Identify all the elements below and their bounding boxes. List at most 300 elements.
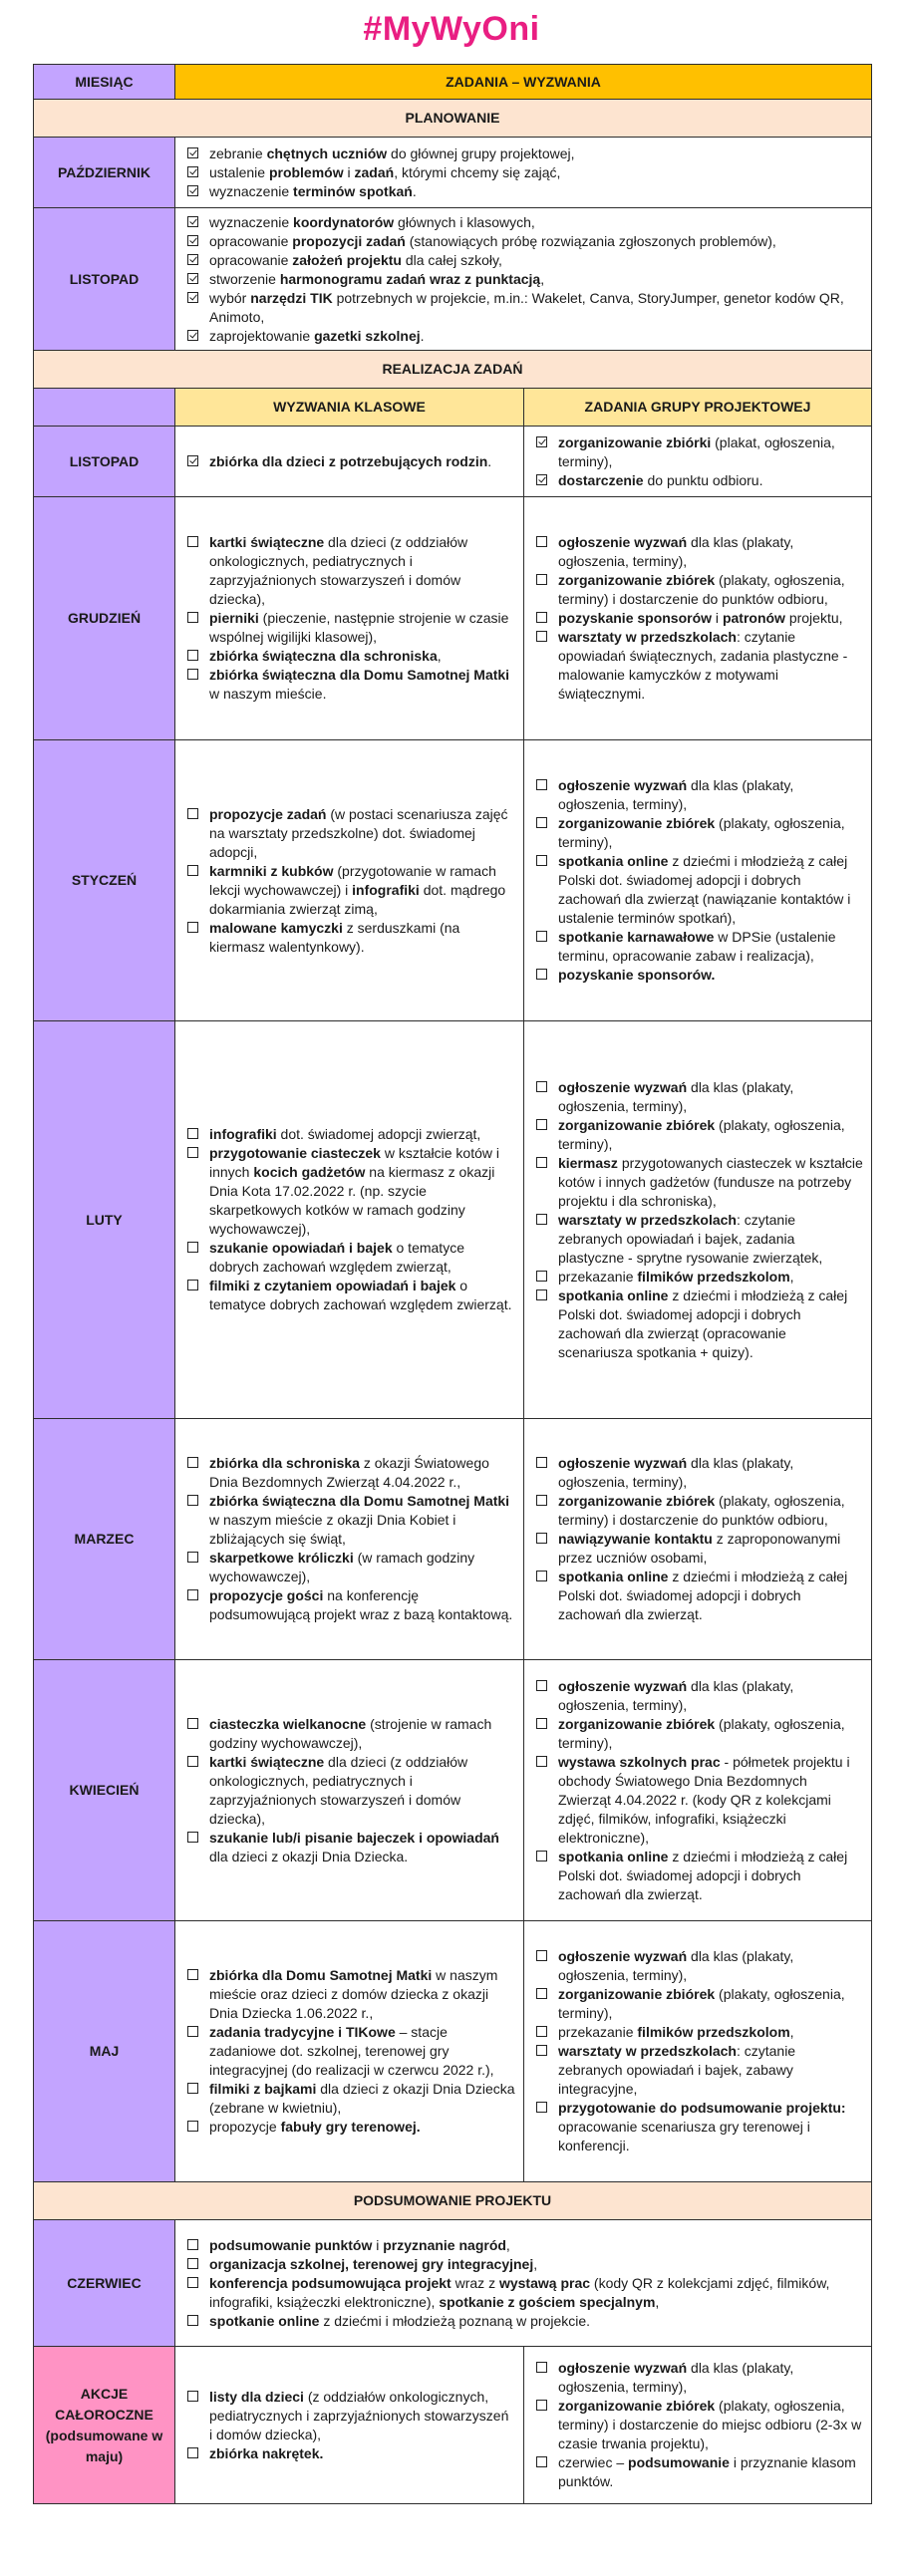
bold-text: filmiki z bajkami [209, 2081, 317, 2097]
text: i [372, 2236, 384, 2253]
bold-text: malowane kamyczki [209, 919, 343, 936]
checklist-item [185, 1454, 515, 1492]
checklist-item [534, 814, 863, 852]
empty-checkbox-icon [536, 536, 547, 547]
bold-text: spotkanie z gościem specjalnym [439, 2293, 656, 2310]
class-challenges-cell [175, 2347, 524, 2504]
checklist [534, 776, 863, 985]
bold-text: zorganizowanie zbiórek [558, 1715, 716, 1732]
checklist [185, 144, 863, 201]
checklist [185, 1125, 515, 1314]
checked-box-icon [187, 330, 198, 341]
bold-text: harmonogramu zadań wraz z punktacją [279, 270, 541, 287]
text: z dziećmi i młodzieżą z całej Polski dot. świadomej adopcji i dobrych zachowań dla zwierząt (nawiązanie kontaktów i ustalenie terminów spotkań), [558, 853, 851, 926]
planning-november-cell [175, 208, 872, 351]
checklist-item [534, 1211, 863, 1268]
checklist-item [534, 2099, 863, 2155]
checklist [534, 1677, 863, 1904]
empty-checkbox-icon [536, 1851, 547, 1861]
text: dla dzieci z okazji Dnia Dziecka. [209, 1848, 409, 1864]
planning-october-cell [175, 138, 872, 208]
class-challenges-cell [175, 740, 524, 1021]
empty-checkbox-icon [536, 1950, 547, 1961]
empty-checkbox-icon [536, 1081, 547, 1092]
checklist [185, 533, 515, 704]
bold-text: kocich gadżetów [253, 1164, 366, 1180]
bold-text: spotkanie karnawałowe [558, 929, 715, 945]
bold-text: gazetki szkolnej [314, 327, 421, 344]
class-challenges-cell [175, 1921, 524, 2182]
month-cell: LISTOPAD [34, 208, 175, 351]
empty-checkbox-icon [187, 2258, 198, 2269]
text: w naszym mieście oraz dzieci z domów dziecka z okazji Dnia Dziecka 1.06.2022 r., [209, 1967, 498, 2021]
bold-text: filmików przedszkolom [637, 1268, 790, 1285]
text: wyznaczenie [209, 182, 294, 199]
bold-text: zbiórka świąteczna dla Domu Samotnej Matki [209, 1493, 510, 1509]
checklist [534, 1078, 863, 1362]
bold-text: przygotowanie ciasteczek [209, 1145, 381, 1161]
month-cell: MARZEC [34, 1419, 175, 1660]
text: potrzebnych w projekcie, m.in.: Wakelet, Canva, StoryJumper, genetor kodów QR, Animoto, [209, 289, 844, 325]
bold-text: skarpetkowe króliczki [209, 1550, 354, 1566]
column-class-challenges: WYZWANIA KLASOWE [175, 389, 524, 427]
text: dot. świadomej adopcji zwierząt, [276, 1126, 481, 1142]
text: dla klas (plakaty, ogłoszenia, terminy), [558, 2360, 794, 2395]
text: . [487, 452, 492, 469]
text: dla klas (plakaty, ogłoszenia, terminy), [558, 1948, 794, 1983]
bold-text: narzędzi TIK [250, 289, 333, 306]
empty-checkbox-icon [187, 1552, 198, 1563]
checklist-item [185, 452, 515, 471]
text: przekazanie [558, 2024, 638, 2040]
checklist-item [185, 862, 515, 919]
checklist-item [185, 2312, 863, 2331]
text: z dziećmi i młodzieżą z całej Polski dot. świadomej adopcji i dobrych zachowań dla zwierząt (opracowanie scenariusza spotkania + quizy). [558, 1287, 848, 1360]
empty-checkbox-icon [536, 1988, 547, 1999]
empty-checkbox-icon [187, 669, 198, 680]
bold-text: filmików przedszkolom [637, 2024, 790, 2040]
checklist-item [185, 289, 863, 327]
section-planning: PLANOWANIE [34, 100, 872, 138]
checklist-item [185, 182, 863, 201]
checklist-item [185, 163, 863, 182]
checklist-item [185, 1753, 515, 1829]
empty-checkbox-icon [187, 1832, 198, 1843]
text: wraz z [451, 2274, 499, 2291]
text: dla dzieci (z oddziałów onkologicznych, pediatrycznych i zaprzyjaźnionych stowarzyszeń i domów dziecka), [209, 1753, 468, 1827]
month-cell: GRUDZIEŃ [34, 497, 175, 740]
bold-text: ogłoszenie wyzwań [558, 534, 688, 550]
checklist-item [185, 2444, 515, 2463]
text: dla klas (plakaty, ogłoszenia, terminy), [558, 1677, 794, 1713]
bold-text: filmiki z czytaniem opowiadań i bajek [209, 1278, 456, 1293]
bold-text: ogłoszenie wyzwań [558, 1078, 688, 1095]
empty-checkbox-icon [536, 1157, 547, 1168]
checklist-item [534, 966, 863, 985]
empty-checkbox-icon [536, 574, 547, 585]
text: w naszym mieście. [209, 686, 327, 702]
group-tasks-cell [524, 1660, 872, 1921]
text: zaprojektowanie [209, 327, 315, 344]
bold-text: dostarczenie [558, 471, 644, 488]
checklist-item [185, 2236, 863, 2255]
checklist-item [185, 2118, 515, 2137]
text: , którymi chcemy się zająć, [394, 163, 561, 180]
empty-checkbox-icon [536, 1289, 547, 1300]
text: wybór [209, 289, 251, 306]
month-cell: CZERWIEC [34, 2220, 175, 2347]
empty-checkbox-icon [536, 2102, 547, 2113]
text: (plakaty, ogłoszenia, terminy) i dostarczenie do miejsc odbioru (2-3x w czasie trwania projektu), [558, 2398, 862, 2451]
bold-text: szukanie lub/i pisanie bajeczek i opowiadań [209, 1829, 499, 1846]
checklist [185, 1454, 515, 1624]
text: wyznaczenie [209, 213, 294, 230]
checked-box-icon [187, 273, 198, 284]
empty-checkbox-icon [536, 817, 547, 828]
checked-box-icon [187, 254, 198, 265]
checked-box-icon [187, 235, 198, 246]
month-cell: PAŹDZIERNIK [34, 138, 175, 208]
checklist-item [534, 1677, 863, 1715]
text: (w postaci scenariusza zajęć na warsztaty przedszkolne) dot. świadomej adopcji, [209, 805, 508, 860]
empty-checkbox-icon [536, 1756, 547, 1767]
text: w naszym mieście z okazji Dnia Kobiet i zbliżających się świąt, [209, 1512, 456, 1547]
checked-box-icon [187, 166, 198, 177]
bold-text: zorganizowanie zbiórek [558, 1986, 716, 2002]
bold-text: spotkania online [558, 1848, 669, 1864]
checklist-item [185, 144, 863, 163]
empty-checkbox-icon [187, 1756, 198, 1767]
class-challenges-cell [175, 1660, 524, 1921]
empty-checkbox-icon [536, 631, 547, 642]
bold-text: pozyskanie sponsorów. [558, 967, 716, 983]
text: , [655, 2293, 660, 2310]
group-tasks-cell [524, 427, 872, 497]
checklist-item [185, 2023, 515, 2080]
checked-box-icon [187, 216, 198, 227]
checked-box-icon [187, 147, 198, 158]
text: (pieczenie, następnie strojenie w czasie wspólnej wigilijki klasowej), [209, 610, 509, 645]
checked-box-icon [187, 185, 198, 196]
empty-checkbox-icon [536, 779, 547, 790]
text: ustalenie [209, 163, 269, 180]
checklist-item [534, 2023, 863, 2042]
bold-text: propozycje gości [209, 1587, 324, 1603]
checklist [534, 533, 863, 704]
checklist-item [185, 270, 863, 289]
empty-checkbox-icon [187, 808, 198, 819]
bold-text: propozycji zadań [292, 232, 406, 249]
class-challenges-cell [175, 497, 524, 740]
text: przekazanie [558, 1268, 638, 1285]
text: do punktu odbioru. [643, 471, 763, 488]
checklist-item [534, 2397, 863, 2453]
text: przygotowanych ciasteczek w kształcie kotów i innych gadżetów (fundusze na potrzeby projektu i dla schroniska), [558, 1154, 863, 1209]
checklist [534, 1947, 863, 2155]
checked-box-icon [187, 455, 198, 466]
bold-text: zbiórka dla dzieci z potrzebujących rodzin [209, 452, 488, 469]
checked-box-icon [536, 474, 547, 485]
text: dot. mądrego dokarmiania zwierząt zimą, [209, 881, 506, 917]
empty-checkbox-icon [536, 1214, 547, 1225]
text: : czytanie zebranych opowiadań i bajek, zabawy integracyjne, [558, 2043, 796, 2097]
empty-checkbox-icon [187, 2121, 198, 2132]
bold-text: zbiórka dla Domu Samotnej Matki [209, 1967, 433, 1983]
text: (przygotowanie w ramach lekcji wychowawczej) i [209, 862, 496, 898]
text: (plakaty, ogłoszenia, terminy) i dostarczenie do punktów odbioru, [558, 572, 845, 607]
bold-text: spotkania online [558, 1287, 669, 1303]
empty-checkbox-icon [187, 1969, 198, 1980]
text: , [437, 648, 442, 664]
checklist-item [185, 533, 515, 609]
checklist-item [185, 1492, 515, 1549]
checklist-item [185, 2274, 863, 2312]
bold-text: propozycje zadań [209, 805, 327, 822]
text: : czytanie opowiadań świątecznych, zadania plastyczne - malowanie kamyczków z motywami świątecznymi. [558, 629, 848, 702]
bold-text: przyznanie nagród [383, 2236, 506, 2253]
checked-box-icon [536, 436, 547, 447]
checklist-item [534, 571, 863, 609]
checklist-item [534, 1848, 863, 1904]
empty-checkbox-icon [536, 1571, 547, 1581]
bold-text: zbiórka świąteczna dla Domu Samotnej Matki [209, 667, 510, 683]
empty-checkbox-icon [187, 2391, 198, 2402]
empty-checkbox-icon [536, 855, 547, 866]
text: w kształcie kotów i innych [209, 1145, 499, 1180]
bold-text: spotkania online [558, 853, 669, 869]
text: z okazji Światowego Dnia Bezdomnych Zwierząt 4.04.2022 r., [209, 1455, 489, 1490]
bold-text: spotkania online [558, 1569, 669, 1584]
empty-checkbox-icon [536, 2362, 547, 2373]
text: dla klas (plakaty, ogłoszenia, terminy), [558, 777, 794, 812]
checklist-item [185, 1715, 515, 1753]
text: o tematyce dobrych zachowań względem zwierząt, [209, 1240, 464, 1275]
bold-text: kiermasz [558, 1154, 618, 1171]
empty-checkbox-icon [536, 612, 547, 623]
checklist-item [534, 1530, 863, 1568]
empty-checkbox-icon [187, 1280, 198, 1290]
checklist-item [534, 1268, 863, 1287]
checklist-item [534, 533, 863, 571]
bold-text: kartki świąteczne [209, 1753, 325, 1770]
text: o tematyce dobrych zachowań względem zwierząt. [209, 1278, 512, 1312]
text: na kiermasz z okazji Dnia Kota 17.02.2022 r. (np. szycie skarpetkowych kotków w ramach godziny wychowawczej), [209, 1164, 495, 1237]
empty-checkbox-icon [536, 969, 547, 980]
text: propozycje [209, 2119, 281, 2135]
checklist-item [185, 1829, 515, 1866]
bold-text: przygotowanie do podsumowanie projektu: [558, 2100, 846, 2116]
text: w DPSie (ustalenie terminu, opracowanie zabaw i realizacja), [558, 929, 836, 964]
bold-text: zbiórka świąteczna dla schroniska [209, 648, 438, 664]
group-tasks-cell [524, 497, 872, 740]
section-realization: REALIZACJA ZADAŃ [34, 351, 872, 389]
checklist-item [185, 609, 515, 647]
header-month: MIESIĄC [34, 65, 175, 100]
text: dla klas (plakaty, ogłoszenia, terminy), [558, 1455, 794, 1490]
checklist-item [534, 1078, 863, 1116]
empty-checkbox-icon [187, 1495, 198, 1506]
bold-text: koordynatorów [293, 213, 395, 230]
bold-text: podsumowanie punktów [209, 2236, 373, 2253]
text: , [540, 270, 545, 287]
checklist-item [185, 1277, 515, 1314]
group-tasks-cell [524, 2347, 872, 2504]
bold-text: szukanie opowiadań i bajek [209, 1240, 393, 1256]
checklist-item [185, 2388, 515, 2444]
checklist [185, 2388, 515, 2463]
checklist-item [185, 666, 515, 704]
bold-text: konferencja podsumowująca projekt [209, 2274, 452, 2291]
month-cell: KWIECIEŃ [34, 1660, 175, 1921]
text: z zaproponowanymi przez uczniów osobami, [558, 1531, 841, 1566]
text: (stanowiących próbę rozwiązania zgłoszonych problemów), [405, 232, 776, 249]
empty-checkbox-icon [187, 1589, 198, 1600]
bold-text: zadania tradycyjne i TIKowe [209, 2024, 396, 2040]
text: zebranie [209, 144, 267, 161]
bold-text: zbiórka nakrętek. [209, 2444, 324, 2461]
text: (plakaty, ogłoszenia, terminy), [558, 815, 845, 850]
empty-checkbox-icon [536, 1680, 547, 1691]
text: – stacje zadaniowe dot. szkolnej, terenowej gry integracyjnej (do realizacji w czerwcu 2022 r.), [209, 2024, 494, 2078]
bold-text: ogłoszenie wyzwań [558, 1948, 688, 1964]
bold-text: wystawą prac [498, 2274, 591, 2291]
text: , [789, 1268, 794, 1285]
checklist-item [534, 852, 863, 928]
month-cell: LISTOPAD [34, 427, 175, 497]
bold-text: zorganizowanie zbiórki [558, 433, 712, 450]
empty-checkbox-icon [187, 1147, 198, 1158]
text: , [789, 2024, 794, 2040]
text: (z oddziałów onkologicznych, pediatrycznych i zaprzyjaźnionych stowarzyszeń i domów dziecka), [209, 2388, 509, 2442]
text: dla dzieci z okazji Dnia Dziecka (zebrane w kwietniu), [209, 2081, 515, 2116]
bold-text: zadań [354, 163, 395, 180]
text: opracowanie scenariusza gry terenowej i konferencji. [558, 2119, 810, 2153]
bold-text: zorganizowanie zbiórek [558, 2398, 716, 2414]
group-tasks-cell [524, 1921, 872, 2182]
checklist-item [534, 1287, 863, 1362]
bold-text: ciasteczka wielkanocne [209, 1715, 367, 1732]
checklist-item [534, 776, 863, 814]
bold-text: warsztaty w przedszkolach [558, 2043, 737, 2059]
section-summary: PODSUMOWANIE PROJEKTU [34, 2182, 872, 2220]
checklist-item [534, 1753, 863, 1848]
checklist-item [185, 1586, 515, 1624]
bold-text: ogłoszenie wyzwań [558, 1677, 688, 1694]
empty-checkbox-icon [187, 1457, 198, 1468]
bold-text: zorganizowanie zbiórek [558, 1493, 716, 1509]
bold-text: ogłoszenie wyzwań [558, 1455, 688, 1471]
checklist-item [185, 1125, 515, 1144]
text: opracowanie [209, 251, 293, 268]
header-tasks: ZADANIA – WYZWANIA [175, 65, 872, 100]
text: (plakaty, ogłoszenia, terminy), [558, 1986, 845, 2021]
text: dla całej szkoły, [401, 251, 502, 268]
class-challenges-cell [175, 1419, 524, 1660]
bold-text: patronów [722, 610, 785, 626]
empty-checkbox-icon [536, 931, 547, 942]
checklist [185, 452, 515, 471]
empty-checkbox-icon [536, 2026, 547, 2037]
class-challenges-cell [175, 1021, 524, 1419]
bold-text: problemów [268, 163, 344, 180]
bold-text: organizacja szkolnej, terenowej gry integracyjnej [209, 2255, 534, 2272]
empty-checkbox-icon [536, 1533, 547, 1544]
empty-checkbox-icon [187, 1718, 198, 1729]
checklist [185, 1966, 515, 2137]
checklist-item [534, 1568, 863, 1624]
checklist [185, 1715, 515, 1866]
checklist-item [534, 2359, 863, 2397]
checklist-item [185, 2080, 515, 2118]
text: dla klas (plakaty, ogłoszenia, terminy), [558, 534, 794, 569]
checklist [185, 805, 515, 957]
text: : czytanie zebranych opowiadań i bajek, zadania plastyczne - sprytne rysowanie zwierzątek, [558, 1211, 823, 1266]
text: z dziećmi i młodzieżą poznaną w projekcie. [319, 2312, 591, 2329]
column-group-tasks: ZADANIA GRUPY PROJEKTOWEJ [524, 389, 872, 427]
checklist-item [534, 1154, 863, 1211]
month-cell: STYCZEŃ [34, 740, 175, 1021]
month-cell: LUTY [34, 1021, 175, 1419]
text: (plakaty, ogłoszenia, terminy), [558, 1715, 845, 1751]
text: i [712, 610, 723, 626]
text: dla dzieci (z oddziałów onkologicznych, pediatrycznych i zaprzyjaźnionych stowarzyszeń i domów dziecka), [209, 534, 468, 607]
summary-cell [175, 2220, 872, 2347]
bold-text: chętnych uczniów [266, 144, 388, 161]
text: opracowanie [209, 232, 293, 249]
empty-checkbox-icon [187, 2239, 198, 2250]
month-cell-yearly: AKCJE CAŁOROCZNE (podsumowane w maju) [34, 2347, 175, 2504]
bold-text: pozyskanie sponsorów [558, 610, 713, 626]
empty-checkbox-icon [536, 2045, 547, 2056]
checklist-item [185, 232, 863, 251]
text: (strojenie w ramach godziny wychowawczej), [209, 1715, 492, 1751]
empty-checkbox-icon [536, 1271, 547, 1282]
text: projektu, [784, 610, 843, 626]
checklist [185, 2236, 863, 2331]
empty-checkbox-icon [187, 922, 198, 933]
text: , [505, 2236, 510, 2253]
checklist-item [185, 251, 863, 270]
bold-text: podsumowanie [628, 2454, 730, 2470]
empty-checkbox-icon [187, 2447, 198, 2458]
checklist [534, 1454, 863, 1624]
text: , [533, 2255, 538, 2272]
bold-text: warsztaty w przedszkolach [558, 1211, 737, 1228]
checklist-item [534, 2453, 863, 2491]
empty-checkbox-icon [187, 536, 198, 547]
checklist-item [185, 919, 515, 957]
text: . [420, 327, 425, 344]
bold-text: fabuły gry terenowej. [280, 2119, 421, 2135]
checklist-item [185, 213, 863, 232]
text: - półmetek projektu i obchody Światowego Dnia Bezdomnych Zwierząt 4.04.2022 r. (kody QR z kolekcjami zdjęć, filmików, infografiki, książeczki elektroniczne), [558, 1753, 850, 1846]
empty-checkbox-icon [536, 1457, 547, 1468]
checked-box-icon [187, 292, 198, 303]
empty-checkbox-icon [536, 1119, 547, 1130]
text: (plakaty, ogłoszenia, terminy) i dostarczenie do punktów odbioru, [558, 1493, 845, 1528]
checklist-item [185, 1144, 515, 1239]
text: z serduszkami (na kiermasz walentynkowy). [209, 919, 460, 955]
bold-text: infografiki [352, 881, 420, 898]
checklist-item [534, 2042, 863, 2099]
empty-checkbox-icon [187, 650, 198, 661]
bold-text: ogłoszenie wyzwań [558, 2360, 688, 2376]
checklist-item [185, 1239, 515, 1277]
text: i przyznanie klasom punktów. [558, 2454, 856, 2489]
empty-checkbox-icon [187, 1128, 198, 1139]
text: (w ramach godziny wychowawczej), [209, 1550, 475, 1584]
text: do głównej grupy projektowej, [387, 144, 575, 161]
